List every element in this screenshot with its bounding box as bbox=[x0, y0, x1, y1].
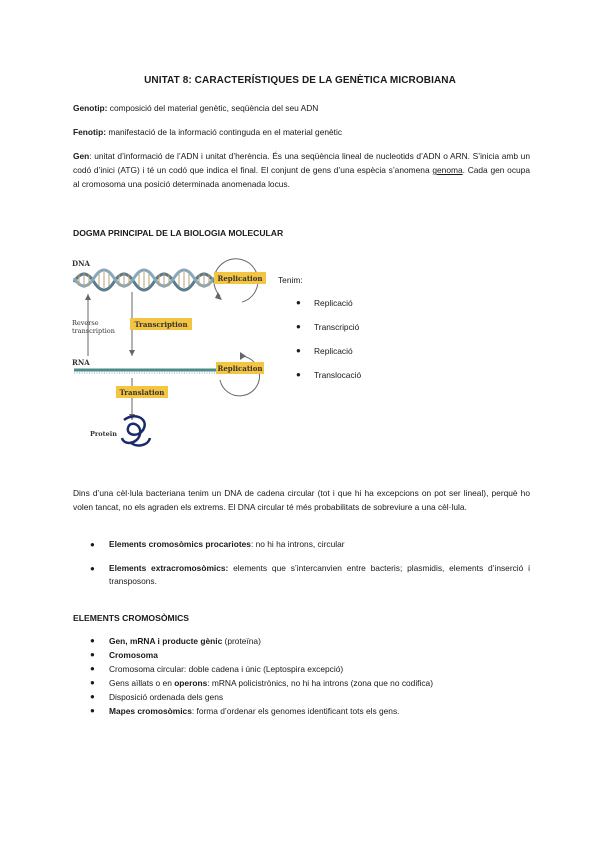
fenotip-text: manifestació de la informació continguda en el material genètic bbox=[106, 127, 343, 137]
bullet: ● bbox=[90, 564, 95, 573]
crom-heading: ELEMENTS CROMOSÒMICS bbox=[73, 613, 190, 623]
gen-text-a: : unitat d’informació de l’ADN i unitat d’herència. És una seqüència lineal de nucleotids d’ADN o ARN. S’inicia amb un codó d’inici (ATG) i té un codó que indica el final. El conjunt de gens d’una espècia s’anomena bbox=[73, 151, 530, 175]
bullet: ● bbox=[90, 636, 95, 645]
bullet: ● bbox=[296, 298, 301, 307]
bullet: ● bbox=[90, 540, 95, 549]
bullet: ● bbox=[90, 692, 95, 701]
bullet: ● bbox=[90, 678, 95, 687]
gen-definition bbox=[73, 149, 530, 191]
dna-label: DNA bbox=[72, 259, 90, 268]
bullet: ● bbox=[90, 650, 95, 659]
central-dogma-figure bbox=[70, 252, 274, 456]
protein-label: Protein bbox=[90, 430, 117, 438]
genotip-term: Genotip: bbox=[73, 103, 108, 113]
genotip-definition bbox=[73, 101, 530, 115]
dins-paragraph: Dins d’una cèl·lula bacteriana tenim un DNA de cadena circular (tot i que hi ha excepcions on pot ser lineal), perquè ho volen tancat, no els agraden els extrems. El DNA circular té més probabilitats de sobreviure a una cèl·lula. bbox=[73, 488, 530, 512]
fenotip-term: Fenotip: bbox=[73, 127, 107, 137]
bullet: ● bbox=[90, 664, 95, 673]
bullet: ● bbox=[296, 370, 301, 379]
transcription-label: Transcription bbox=[134, 320, 188, 329]
replication-bottom-label: Replication bbox=[217, 364, 263, 373]
document-page: UNITAT 8: CARACTERÍSTIQUES DE LA GENÈTICA MICROBIANA Genotip: composició del material genètic, seqüència del seu ADN Fenotip: manifestació de la informació continguda en el material genètic Gen: unitat d’informació de l’ADN i unitat d’herència. És una seqüència lineal de nucleotids d’ADN o ARN. S’inicia amb un codó d’inici (ATG) i té un codó que indica el final. El conjunt de gens d’una espècia s’anomena genoma. Cada gen ocupa al cromosoma una posició determinada anomenada locus. DOGMA PRINCIPAL DE LA BIOLOGIA MOLECULAR DNA Replication Transcription Reverse transcription RNA Replication Translation Protein Tenim: ● Replicació ● Transcripció ● Replicació ● Translocació Dins d’una cèl·lula bacteriana tenim un DNA de cadena circular (tot i que hi ha excepcions on pot ser lineal), perquè ho volen tancat, no els agraden els extrems. El DNA circular té més probabilitats de sobreviure a una cèl·lula. ● Elements cromosòmics procariotes: no hi ha introns, circular ● Elements extracromosòmics: elements que s’intercanvien entre bacteris; plasmidis, elements d’inserció i transposons. ELEMENTS CROMOSÒMICS ● Gen, mRNA i producte gènic (proteïna) ● Cromosoma ● Cromosoma circular: doble cadena i únic (Leptospira excepció) ● Gens aïllats o en operons: mRNA policistrònics, no hi ha introns (zona que no codifica) ● Disposició ordenada dels gens ● Mapes cromosòmics: forma d’ordenar els genomes identificant tots els gens. bbox=[0, 0, 600, 848]
dogma-heading: DOGMA PRINCIPAL DE LA BIOLOGIA MOLECULAR bbox=[73, 228, 284, 238]
fenotip-definition bbox=[73, 125, 530, 139]
genotip-text: composició del material genètic, seqüència del seu ADN bbox=[107, 103, 319, 113]
gen-text-b: . Cada gen ocupa al cromosoma una posició determinada anomenada locus. bbox=[73, 165, 531, 189]
bullet: ● bbox=[296, 346, 301, 355]
bullet: ● bbox=[296, 322, 301, 331]
reverse-label-1: Reverse bbox=[72, 319, 99, 327]
rna-label: RNA bbox=[72, 358, 90, 367]
tenim-label: Tenim: bbox=[278, 275, 303, 285]
page-title: UNITAT 8: CARACTERÍSTIQUES DE LA GENÈTICA MICROBIANA bbox=[144, 75, 456, 86]
bullet: ● bbox=[90, 706, 95, 715]
gen-term: Gen bbox=[73, 151, 90, 161]
genoma-term: genoma bbox=[432, 165, 463, 175]
reverse-label-2: transcription bbox=[72, 327, 115, 335]
replication-top-label: Replication bbox=[217, 274, 263, 283]
translation-label: Translation bbox=[119, 388, 165, 397]
